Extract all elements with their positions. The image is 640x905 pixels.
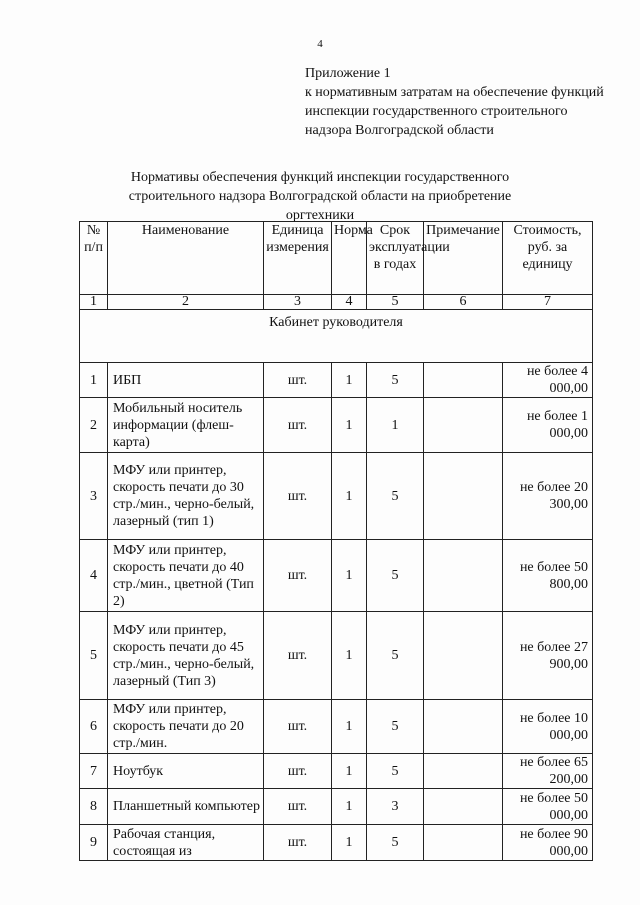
document-title: Нормативы обеспечения функций инспекции государственного строительного надзора Волгоградской области на приобретение оргтехники xyxy=(128,170,512,223)
item-note xyxy=(424,453,503,540)
item-unit: шт. xyxy=(264,754,332,789)
row-number: 2 xyxy=(80,398,108,453)
annex-label: Приложение 1 xyxy=(305,66,391,81)
item-note xyxy=(424,789,503,825)
item-norm: 1 xyxy=(332,453,367,540)
header-cell-name: Наименование xyxy=(108,222,264,295)
item-term: 1 xyxy=(367,398,424,453)
column-number: 5 xyxy=(367,295,424,310)
item-term: 5 xyxy=(367,700,424,754)
header-cell-number: № п/п xyxy=(80,222,108,295)
table-header-row xyxy=(80,222,593,295)
item-term: 5 xyxy=(367,540,424,612)
table-row xyxy=(80,540,593,612)
item-note xyxy=(424,825,503,861)
table-row xyxy=(80,825,593,861)
table-row xyxy=(80,363,593,398)
item-note xyxy=(424,754,503,789)
table-row xyxy=(80,700,593,754)
item-term: 5 xyxy=(367,612,424,700)
item-price: не более 27 900,00 xyxy=(503,612,593,700)
item-unit: шт. xyxy=(264,453,332,540)
item-unit: шт. xyxy=(264,789,332,825)
annex-description: к нормативным затратам на обеспечение функций инспекции государственного строительного надзора Волгоградской области xyxy=(305,85,604,138)
row-number: 1 xyxy=(80,363,108,398)
item-term: 5 xyxy=(367,825,424,861)
item-price: не более 90 000,00 xyxy=(503,825,593,861)
item-name: Мобильный носитель информации (флеш-карта) xyxy=(108,398,264,453)
item-price: не более 20 300,00 xyxy=(503,453,593,540)
item-price: не более 65 200,00 xyxy=(503,754,593,789)
item-norm: 1 xyxy=(332,789,367,825)
page-number: 4 xyxy=(317,38,323,50)
item-term: 5 xyxy=(367,363,424,398)
item-name: МФУ или принтер, скорость печати до 30 стр./мин., черно-белый, лазерный (тип 1) xyxy=(108,453,264,540)
section-title: Кабинет руководителя xyxy=(80,310,593,363)
row-number: 7 xyxy=(80,754,108,789)
item-term: 5 xyxy=(367,754,424,789)
row-number: 6 xyxy=(80,700,108,754)
item-term: 3 xyxy=(367,789,424,825)
column-number: 2 xyxy=(108,295,264,310)
item-term: 5 xyxy=(367,453,424,540)
item-norm: 1 xyxy=(332,825,367,861)
header-cell-price: Стоимость, руб. за единицу xyxy=(503,222,593,295)
item-norm: 1 xyxy=(332,700,367,754)
item-price: не более 10 000,00 xyxy=(503,700,593,754)
row-number: 5 xyxy=(80,612,108,700)
annex-block xyxy=(305,64,605,140)
column-number: 6 xyxy=(424,295,503,310)
item-norm: 1 xyxy=(332,612,367,700)
column-number: 3 xyxy=(264,295,332,310)
item-note xyxy=(424,540,503,612)
column-number: 4 xyxy=(332,295,367,310)
header-cell-norm: Норма xyxy=(332,222,367,295)
item-unit: шт. xyxy=(264,398,332,453)
item-unit: шт. xyxy=(264,825,332,861)
item-unit: шт. xyxy=(264,363,332,398)
row-number: 8 xyxy=(80,789,108,825)
item-price: не более 50 000,00 xyxy=(503,789,593,825)
header-cell-term: Срок эксплуатации в годах xyxy=(367,222,424,295)
item-name: МФУ или принтер, скорость печати до 20 стр./мин. xyxy=(108,700,264,754)
row-number: 9 xyxy=(80,825,108,861)
row-number: 4 xyxy=(80,540,108,612)
column-number: 7 xyxy=(503,295,593,310)
header-cell-unit: Единица измерения xyxy=(264,222,332,295)
item-norm: 1 xyxy=(332,540,367,612)
item-note xyxy=(424,700,503,754)
header-cell-note: Примечание xyxy=(424,222,503,295)
column-number: 1 xyxy=(80,295,108,310)
column-number-row xyxy=(80,295,593,310)
item-name: Планшетный компьютер xyxy=(108,789,264,825)
item-price: не более 1 000,00 xyxy=(503,398,593,453)
table-row xyxy=(80,754,593,789)
item-norm: 1 xyxy=(332,363,367,398)
item-unit: шт. xyxy=(264,540,332,612)
table-row xyxy=(80,789,593,825)
item-name: Ноутбук xyxy=(108,754,264,789)
norms-table xyxy=(79,221,593,861)
item-price: не более 50 800,00 xyxy=(503,540,593,612)
section-row xyxy=(80,310,593,363)
item-unit: шт. xyxy=(264,700,332,754)
item-name: МФУ или принтер, скорость печати до 40 стр./мин., цветной (Тип 2) xyxy=(108,540,264,612)
item-note xyxy=(424,398,503,453)
table-row xyxy=(80,453,593,540)
row-number: 3 xyxy=(80,453,108,540)
table-row xyxy=(80,398,593,453)
item-norm: 1 xyxy=(332,754,367,789)
table-row xyxy=(80,612,593,700)
item-price: не более 4 000,00 xyxy=(503,363,593,398)
item-name: ИБП xyxy=(108,363,264,398)
item-note xyxy=(424,363,503,398)
item-norm: 1 xyxy=(332,398,367,453)
item-name: Рабочая станция, состоящая из xyxy=(108,825,264,861)
item-unit: шт. xyxy=(264,612,332,700)
item-name: МФУ или принтер, скорость печати до 45 стр./мин., черно-белый, лазерный (Тип 3) xyxy=(108,612,264,700)
item-note xyxy=(424,612,503,700)
